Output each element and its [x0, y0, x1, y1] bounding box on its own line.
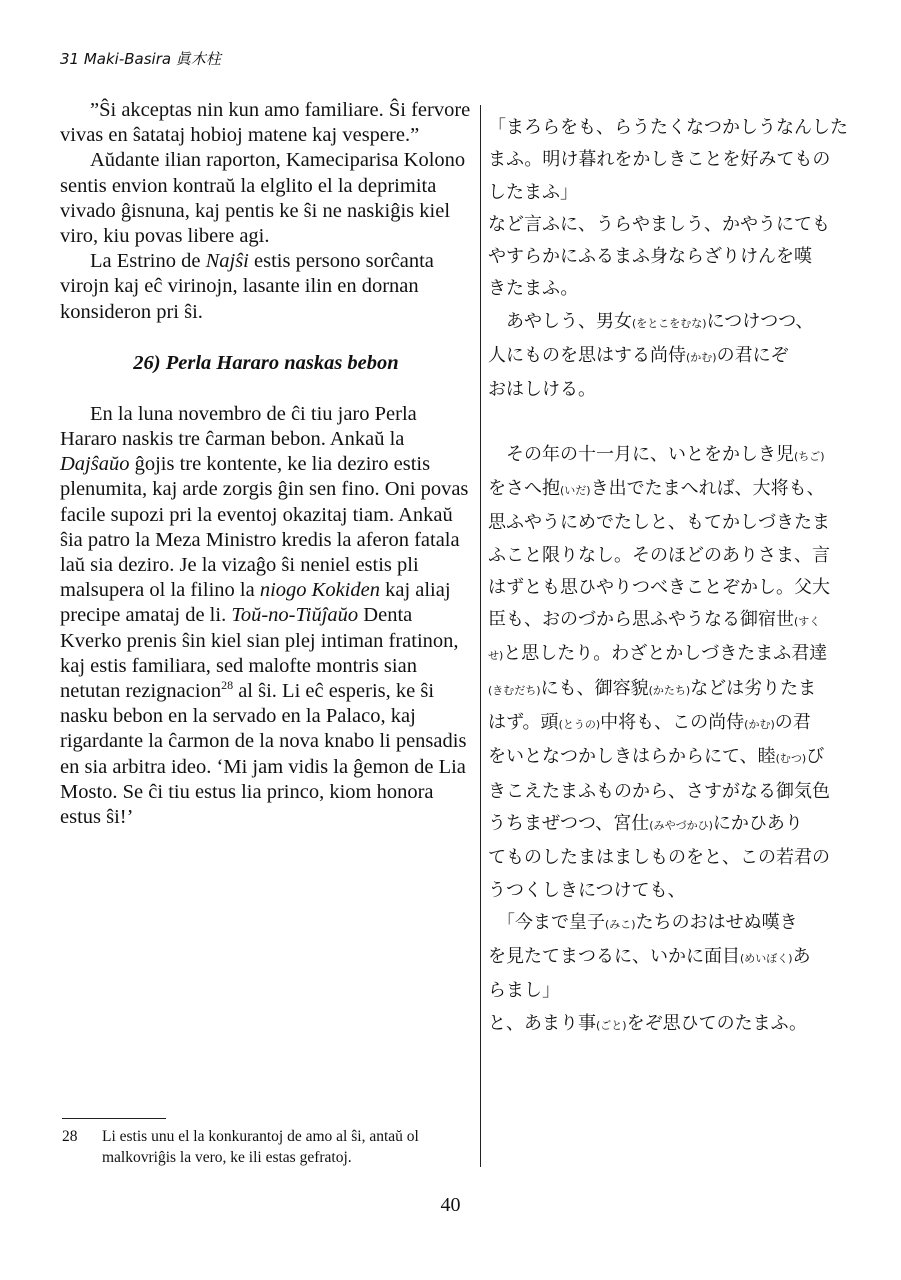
ruby-reading: (をとこをむな) [632, 316, 707, 330]
footnote [62, 1126, 474, 1168]
text-span: の君 をいとなつかしきはらからにて、睦 [488, 712, 811, 768]
ruby-reading: せ) [488, 649, 504, 663]
footnote-number: 28 [62, 1128, 78, 1145]
text-span: 「今まで皇子 [488, 911, 605, 933]
ruby-reading: (かたち) [648, 683, 691, 697]
esperanto-column [60, 98, 472, 830]
ruby-reading: (きむだち) [488, 683, 541, 697]
column-divider [480, 105, 481, 1167]
japanese-paragraph-2 [488, 306, 858, 407]
ruby-reading: (みやづかひ) [649, 818, 713, 832]
italic-term: Dajŝaŭo [60, 453, 130, 476]
text-span: の君にぞ おはしける。 [488, 345, 789, 401]
footnote-rule [62, 1118, 166, 1119]
running-header [60, 48, 221, 69]
text-span: につけつつ、 人にものを思はする尚侍 [488, 310, 814, 367]
text-span: al ŝi. Li eĉ esperis, ke ŝi nasku bebon en la servado en la Palaco, kaj rigardante la ĉarmon de la nova knabo li pensadis en sia arbitra ideo. ‘Mi jam vidis la ĝemon de Lia Mosto. Se ĉi tiu estus lia princo, kiom honora estus ŝi!’ [60, 680, 467, 829]
text-span: En la luna novembro de ĉi tiu jaro Perla Hararo naskis tre ĉarman bebon. Ankaŭ la [60, 402, 417, 451]
footnote-ref[interactable]: 28 [221, 678, 234, 693]
text-span: 中将も、この尚侍 [600, 712, 745, 734]
text-span: あ らまし」 と、あまり事 [488, 946, 811, 1034]
running-title: 31 Maki-Basira 眞木柱 [60, 50, 221, 68]
text-span: などは劣りたま はず。頭 [488, 677, 817, 734]
ruby-reading: (かむ) [744, 718, 775, 732]
text-span: あやしう、男女 [488, 310, 632, 332]
paragraph-2: Aŭdante ilian raporton, Kameciparisa Kolono sentis envion kontraŭ la elglito el la deprimita vivado ĝisnuna, kaj pentis ke ŝi ne naskiĝis kiel viro, kiu povas libere agi. [60, 149, 466, 248]
paragraph-gap [488, 407, 858, 439]
ruby-reading: (めいぼく) [740, 952, 793, 966]
japanese-column [488, 112, 858, 1042]
text-span: をさへ抱 [488, 477, 560, 499]
ruby-reading: (むつ) [775, 752, 807, 766]
paragraph-3 [60, 249, 472, 325]
japanese-paragraph-4 [488, 907, 858, 1042]
text-span: き出でたまへれば、大将も、 思ふやうにめでたしと、もてかしづきたま ふこと限りなし。そのほどのありさま、言 はずとも思ひやりつべきことぞかし。父大 臣も、おのづから思ふやうなる御宿世 [488, 477, 830, 631]
italic-term: niogo Kokiden [259, 579, 380, 602]
text-span: Denta Kverko prenis ŝin kiel sian plej intiman fratinon, kaj estis familiara, sed malofte montris sian netutan rezignacion [60, 604, 459, 703]
text-span: にかひあり てものしたまはましものをと、この若君の うつくしきにつけても、 [488, 812, 830, 901]
japanese-paragraph-3 [488, 439, 858, 907]
ruby-reading: (かむ) [686, 351, 717, 365]
japanese-paragraph-1: 「まろらをも、らうたくなつかしうなんした まふ。明け暮れをかしきことを好みてもの したまふ」 など言ふに、うらやましう、かやうにても やすらかにふるまふ身ならざりけんを嘆 きたまふ。 [488, 117, 848, 300]
text-span: たちのおはせぬ嘆き を見たてまつるに、いかに面目 [488, 911, 798, 968]
page-number: 40 [440, 1194, 461, 1216]
text-span: その年の十一月に、いとをかしき児 [488, 443, 794, 465]
paragraph-1: ”Ŝi akceptas nin kun amo familiare. Ŝi fervore vivas en ŝatataj hobioj matene kaj vespere.” [60, 99, 471, 147]
italic-term: Najŝi [205, 250, 249, 273]
ruby-reading: (いだ) [560, 483, 591, 497]
text-span: び きこえたまふものから、さすがなる御気色 うちまぜつつ、宮仕 [488, 746, 830, 834]
ruby-reading: (ちご) [794, 449, 825, 463]
ruby-reading: (とうの) [558, 718, 601, 732]
text-span: La Estrino de [90, 250, 206, 273]
section-heading: 26) Perla Hararo naskas bebon [133, 351, 399, 374]
paragraph-4 [60, 402, 472, 830]
text-span: をぞ思ひてのたまふ。 [626, 1012, 807, 1034]
footnote-text: Li estis unu el la konkurantoj de amo al ŝi, antaŭ ol malkovriĝis la vero, ke ili estas gefratoj. [102, 1128, 419, 1166]
ruby-reading: (みこ) [605, 917, 636, 931]
text-span: ĝojis tre kontente, ke lia deziro estis plenumita, kaj arde zorgis ĝin sen fino. Oni povas facile supozi pri la eventoj okazitaj tiam. Ankaŭ ŝia patro la Meza Ministro kredis la aferon fatala laŭ sia deziro. Je la vizaĝo ŝi neniel estis pli malsupera ol la filino la [60, 453, 469, 602]
text-span: と思したり。わざとかしづきたまふ君達 [503, 643, 828, 665]
ruby-reading: (すく [794, 615, 821, 629]
text-span: estis persono sorĉanta virojn kaj eĉ virinojn, lasante ilin en dornan konsideron pri ŝi. [60, 250, 434, 323]
text-span: にも、御容貌 [540, 677, 649, 699]
text-span: kaj aliaj precipe amataj de li. [60, 579, 451, 627]
ruby-reading: (ごと) [596, 1018, 627, 1032]
italic-term: Toŭ-no-Tiŭĵaŭo [231, 604, 359, 627]
